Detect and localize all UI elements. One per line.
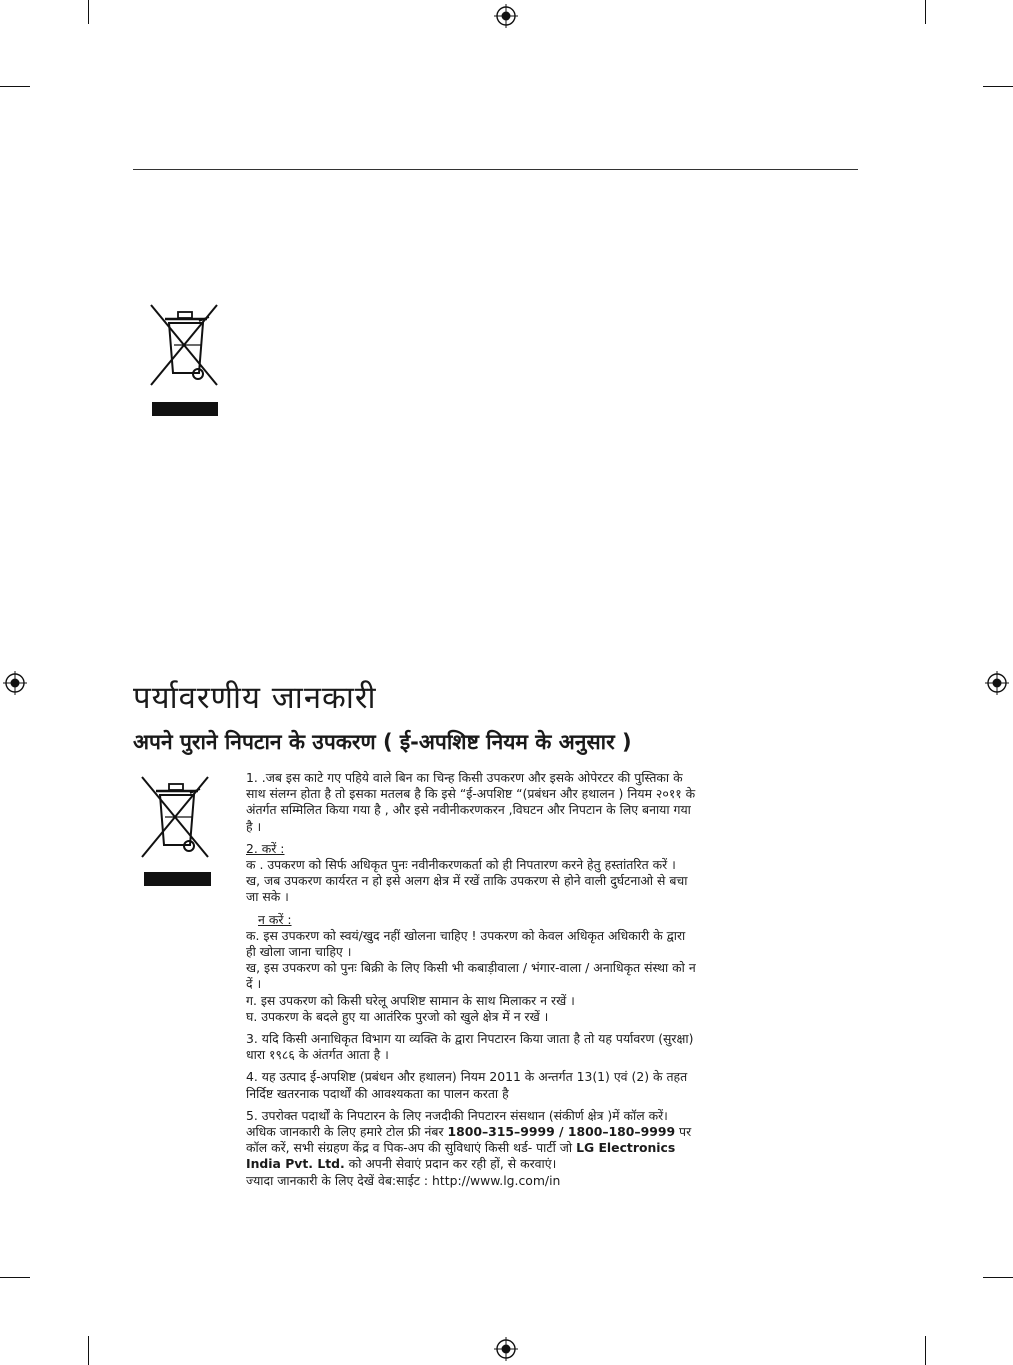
paragraph-5-text: पर कॉल करें, सभी संग्रहण केंद्र व पिक-अप की सुविधाएं किसी थर्ड- पार्टी जो bbox=[246, 1124, 692, 1156]
dont-item: घ. उपकरण के बदले हुए या आतंरिक पुरजो को खुले क्षेत्र में न रखें । bbox=[246, 1008, 549, 1024]
symbol-bar bbox=[144, 872, 211, 886]
dont-item: ख, इस उपकरण को पुनः बिक्री के लिए किसी भी कबाड़ीवाला / भंगार-वाला / अनाधिकृत संस्था को न दें । bbox=[246, 960, 696, 992]
toll-free-numbers: 1800–315–9999 / 1800–180–9999 bbox=[447, 1124, 676, 1140]
crop-mark bbox=[983, 86, 1013, 87]
do-item: क . उपकरण को सिर्फ अधिकृत पुनः नवीनीकरणकर्ता को ही निपतारण करने हेतु हस्तांतरित करें । bbox=[246, 857, 676, 873]
crop-mark bbox=[925, 0, 926, 24]
registration-mark-icon bbox=[494, 4, 518, 28]
registration-mark-icon bbox=[985, 671, 1009, 695]
dont-item: ग. इस उपकरण को किसी घरेलू अपशिष्ट सामान के साथ मिलाकर न रखें । bbox=[246, 992, 575, 1008]
page-title: पर्यावरणीय जानकारी bbox=[133, 680, 377, 716]
company-name: LG Electronics India Pvt. Ltd. bbox=[246, 1140, 676, 1172]
header-rule bbox=[133, 169, 858, 170]
paragraph-5 bbox=[246, 1108, 696, 1173]
crossed-out-wheelie-bin-icon bbox=[140, 773, 210, 863]
crossed-out-wheelie-bin-icon bbox=[149, 301, 219, 391]
registration-mark-icon bbox=[494, 1337, 518, 1361]
crop-mark bbox=[88, 0, 89, 24]
do-item: ख, जब उपकरण कार्यरत न हो इसे अलग क्षेत्र में रखें ताकि उपकरण से होने वाली दुर्घटनाओ से बचा जा सके । bbox=[246, 873, 688, 905]
section-subtitle: अपने पुराने निपटान के उपकरण ( ई-अपशिष्ट नियम के अनुसार ) bbox=[133, 730, 632, 754]
crop-mark bbox=[0, 86, 30, 87]
website-line: ज्यादा जानकारी के लिए देखें वेब:साईट : http://www.lg.com/in bbox=[246, 1172, 561, 1188]
paragraph-3: 3. यदि किसी अनाधिकृत विभाग या व्यक्ति के द्वारा निपटारन किया जाता है तो यह पर्यावरण (सुरक्षा) धारा १९८६ के अंतर्गत आता है । bbox=[246, 1031, 694, 1063]
crop-mark bbox=[88, 1336, 89, 1365]
disposal-instructions bbox=[246, 770, 696, 1189]
do-heading: 2. करें : bbox=[246, 840, 285, 856]
paragraph-5-text: 5. उपरोक्त पदार्थों के निपटारन के लिए नजदीकी निपटारन संसथान (संकीर्ण क्षेत्र )में कॉल करें। अधिक जानकारी के लिए हमारे टोल फ्री नंबर bbox=[246, 1107, 668, 1140]
paragraph-5-text: को अपनी सेवाएं प्रदान कर रही हों, से करवाएं। bbox=[344, 1156, 557, 1172]
dont-heading: न करें : bbox=[258, 911, 292, 927]
dont-item: क. इस उपकरण को स्वयं/खुद नहीं खोलना चाहिए ! उपकरण को केवल अधिकृत अधिकारी के द्वारा ही खोला जाना चाहिए । bbox=[246, 927, 686, 960]
crop-mark bbox=[0, 1277, 30, 1278]
paragraph-1: 1. .जब इस काटे गए पहिये वाले बिन का चिन्ह किसी उपकरण और इसके ओपेरटर की पुस्तिका के साथ संलग्न होता है तो इसका मतलब है कि इसे “ई-अपशिष्ट “(प्रबंधन और हथालन ) नियम २०११ के अंतर्गत सम्मिलित किया गया है , और इसे नवीनीकरणकरन ,विघटन और निपटान के लिए बनाया गया है । bbox=[246, 770, 696, 834]
crop-mark bbox=[983, 1277, 1013, 1278]
crop-mark bbox=[925, 1336, 926, 1365]
registration-mark-icon bbox=[3, 671, 27, 695]
paragraph-4: 4. यह उत्पाद ई-अपशिष्ट (प्रबंधन और हथालन) नियम 2011 के अन्तर्गत 13(1) एवं (2) के तहत निर्दिष्ट खतरनाक पदार्थों की आवश्यकता का पालन करता है bbox=[246, 1069, 688, 1101]
symbol-bar bbox=[152, 402, 218, 416]
